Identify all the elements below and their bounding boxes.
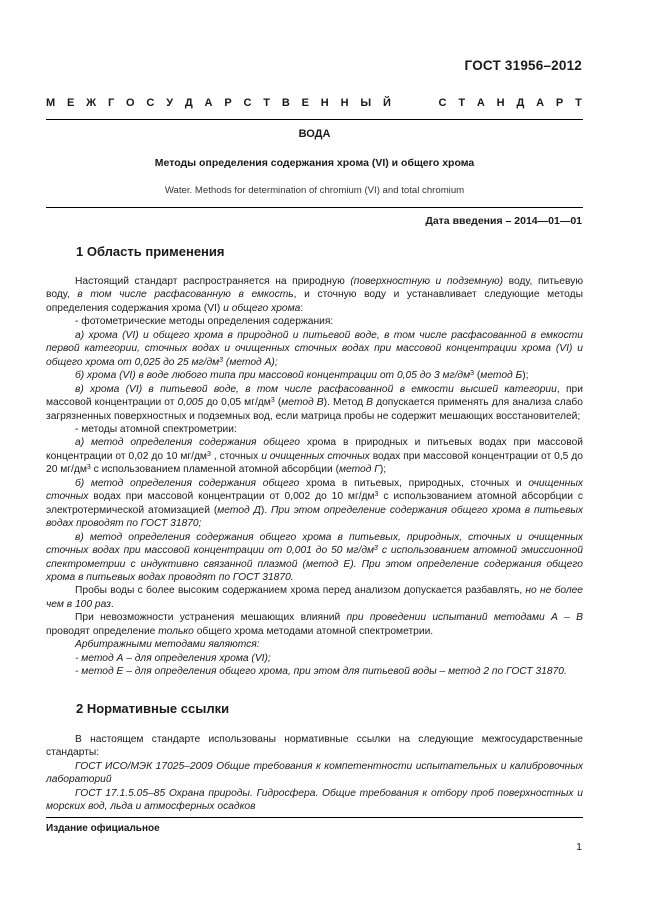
document-subtitle: Методы определения содержания хрома (VI) и общего хрома bbox=[154, 157, 475, 169]
paragraph: Арбитражными методами являются: bbox=[75, 639, 260, 651]
section-1-heading: 1 Область применения bbox=[76, 244, 225, 259]
section-2-body bbox=[46, 733, 583, 814]
paragraph: - фотометрические методы определения содержания: bbox=[75, 316, 334, 328]
banner-letter: Р bbox=[224, 97, 232, 109]
paragraph: ГОСТ 17.1.5.05–85 Охрана природы. Гидросфера. Общие требования к отбору проб поверхностных и морских вод, льда и атмосферных осадков bbox=[46, 787, 583, 813]
standard-type-banner bbox=[46, 97, 582, 109]
paragraph: При невозможности устранения мешающих влияний при проведении испытаний методами А – В проводят определение только общего хрома методами атомной спектрометрии. bbox=[46, 612, 584, 637]
paragraph: - методы атомной спектрометрии: bbox=[75, 423, 237, 435]
banner-letter: Н bbox=[340, 97, 349, 109]
paragraph: в) метод определения содержания общего хрома в питьевых, природных, сточных и очищенных сточных водах при массовой концентрации от 0,001 до 50 $мг/дм^3$ с использованием атомной эмиссионной спектрометрии с индуктивно связанной плазмой (метод Е). При этом определение содержания общего хрома в питьевых водах проводят по ГОСТ 31870. bbox=[46, 531, 583, 583]
banner-letter: О bbox=[126, 97, 135, 109]
banner-letter: Р bbox=[555, 97, 564, 109]
banner-letter: С bbox=[146, 97, 155, 109]
paragraph: б) метод определения содержания общего хрома в питьевых, природных, сточных и очищенных сточных водах при массовой концентрации от 0,002 до 10 $мг/дм^3$ с использованием атомной абсорбции с электротермической атомизацией (метод Д). При этом определение содержания общего хрома в питьевых водах проводят по ГОСТ 31870; bbox=[46, 477, 583, 530]
banner-letter: Ж bbox=[86, 97, 97, 109]
paragraph: Пробы воды с более высоким содержанием хрома перед анализом допускается разбавлять, но не более чем в 100 раз. bbox=[46, 585, 583, 610]
banner-letter: Е bbox=[301, 97, 309, 109]
paragraph: а) метод определения содержания общего хрома в природных и питьевых водах при массовой концентрации от 0,02 до 10 $мг/дм^3$ , сточных и очищенных сточных водах при массовой концентрации от 0,5 до 20 $мг/дм^3$ с использованием пламенной атомной абсорбции (метод Г); bbox=[46, 437, 583, 476]
banner-letter: Т bbox=[263, 97, 271, 109]
section-2-heading: 2 Нормативные ссылки bbox=[76, 701, 230, 716]
banner-letter: А bbox=[476, 97, 485, 109]
paragraph: ГОСТ ИСО/МЭК 17025–2009 Общие требования к компетентности испытательных и калибровочных лабораторий bbox=[46, 760, 583, 786]
banner-letter: Т bbox=[458, 97, 466, 109]
banner-letter: Н bbox=[320, 97, 329, 109]
paragraph: - метод А – для определения хрома (VI); bbox=[75, 652, 271, 664]
banner-letter: С bbox=[438, 97, 447, 109]
official-edition-label: Издание официальное bbox=[46, 823, 160, 834]
banner-letter: Д bbox=[516, 97, 525, 109]
header-rule bbox=[46, 119, 583, 120]
paragraph: - метод Е – для определения общего хрома, при этом для питьевой воды – метод 2 по ГОСТ 31870. bbox=[75, 666, 567, 678]
document-title: ВОДА bbox=[298, 128, 331, 140]
banner-letter: Г bbox=[107, 97, 115, 109]
paragraph: в) хрома (VI) в питьевой воде, в том числе расфасованной в емкости высшей категории, при массовой концентрации от 0,005 до 0,05 $мг/дм^3$ (метод В). Метод В допускается применять для анализа слабо загрязненных поверхностных и подземных вод, если матрица пробы не содержит мешающих восстановителей; bbox=[46, 383, 583, 422]
title-rule bbox=[46, 207, 583, 208]
paragraph: В настоящем стандарте использованы нормативные ссылки на следующие межгосударственные стандарты: bbox=[46, 734, 583, 759]
page-number: 1 bbox=[576, 841, 582, 853]
paragraph: Настоящий стандарт распространяется на природную (поверхностную и подземную) воду, питьевую воду, в том числе расфасованную в емкость, и сточную воду и устанавливает следующие методы определения содержания хрома (VI) и общего хрома: bbox=[46, 276, 584, 314]
paragraph: а) хрома (VI) и общего хрома в природной и питьевой воде, в том числе расфасованной в емкости первой категории, сточных водах и очищенных сточных водах при массовой концентрации хрома (VI) и общего хрома от 0,025 до 25 $мг/дм^3$ (метод А); bbox=[46, 329, 583, 368]
document-id: ГОСТ 31956–2012 bbox=[464, 58, 582, 73]
banner-letter: Й bbox=[382, 97, 391, 109]
banner-letter: С bbox=[243, 97, 252, 109]
banner-letter: У bbox=[166, 97, 174, 109]
introduction-date: Дата введения – 2014—01—01 bbox=[425, 215, 582, 227]
banner-letter: Д bbox=[184, 97, 193, 109]
document-subtitle-english: Water. Methods for determination of chromium (VI) and total chromium bbox=[164, 185, 465, 196]
banner-letter: А bbox=[204, 97, 213, 109]
banner-letter: Е bbox=[67, 97, 75, 109]
banner-word-gap bbox=[403, 97, 427, 109]
banner-letter: А bbox=[536, 97, 545, 109]
paragraph: б) хрома (VI) в воде любого типа при массовой концентрации от 0,05 до 3 $мг/дм^3$ (метод Б); bbox=[75, 370, 529, 382]
banner-letter: В bbox=[281, 97, 290, 109]
banner-letter: Ы bbox=[360, 97, 372, 109]
section-1-body bbox=[46, 275, 583, 679]
banner-letter: Н bbox=[496, 97, 505, 109]
footer-rule bbox=[46, 817, 583, 818]
banner-letter: М bbox=[46, 97, 56, 109]
banner-letter: Т bbox=[575, 97, 582, 109]
